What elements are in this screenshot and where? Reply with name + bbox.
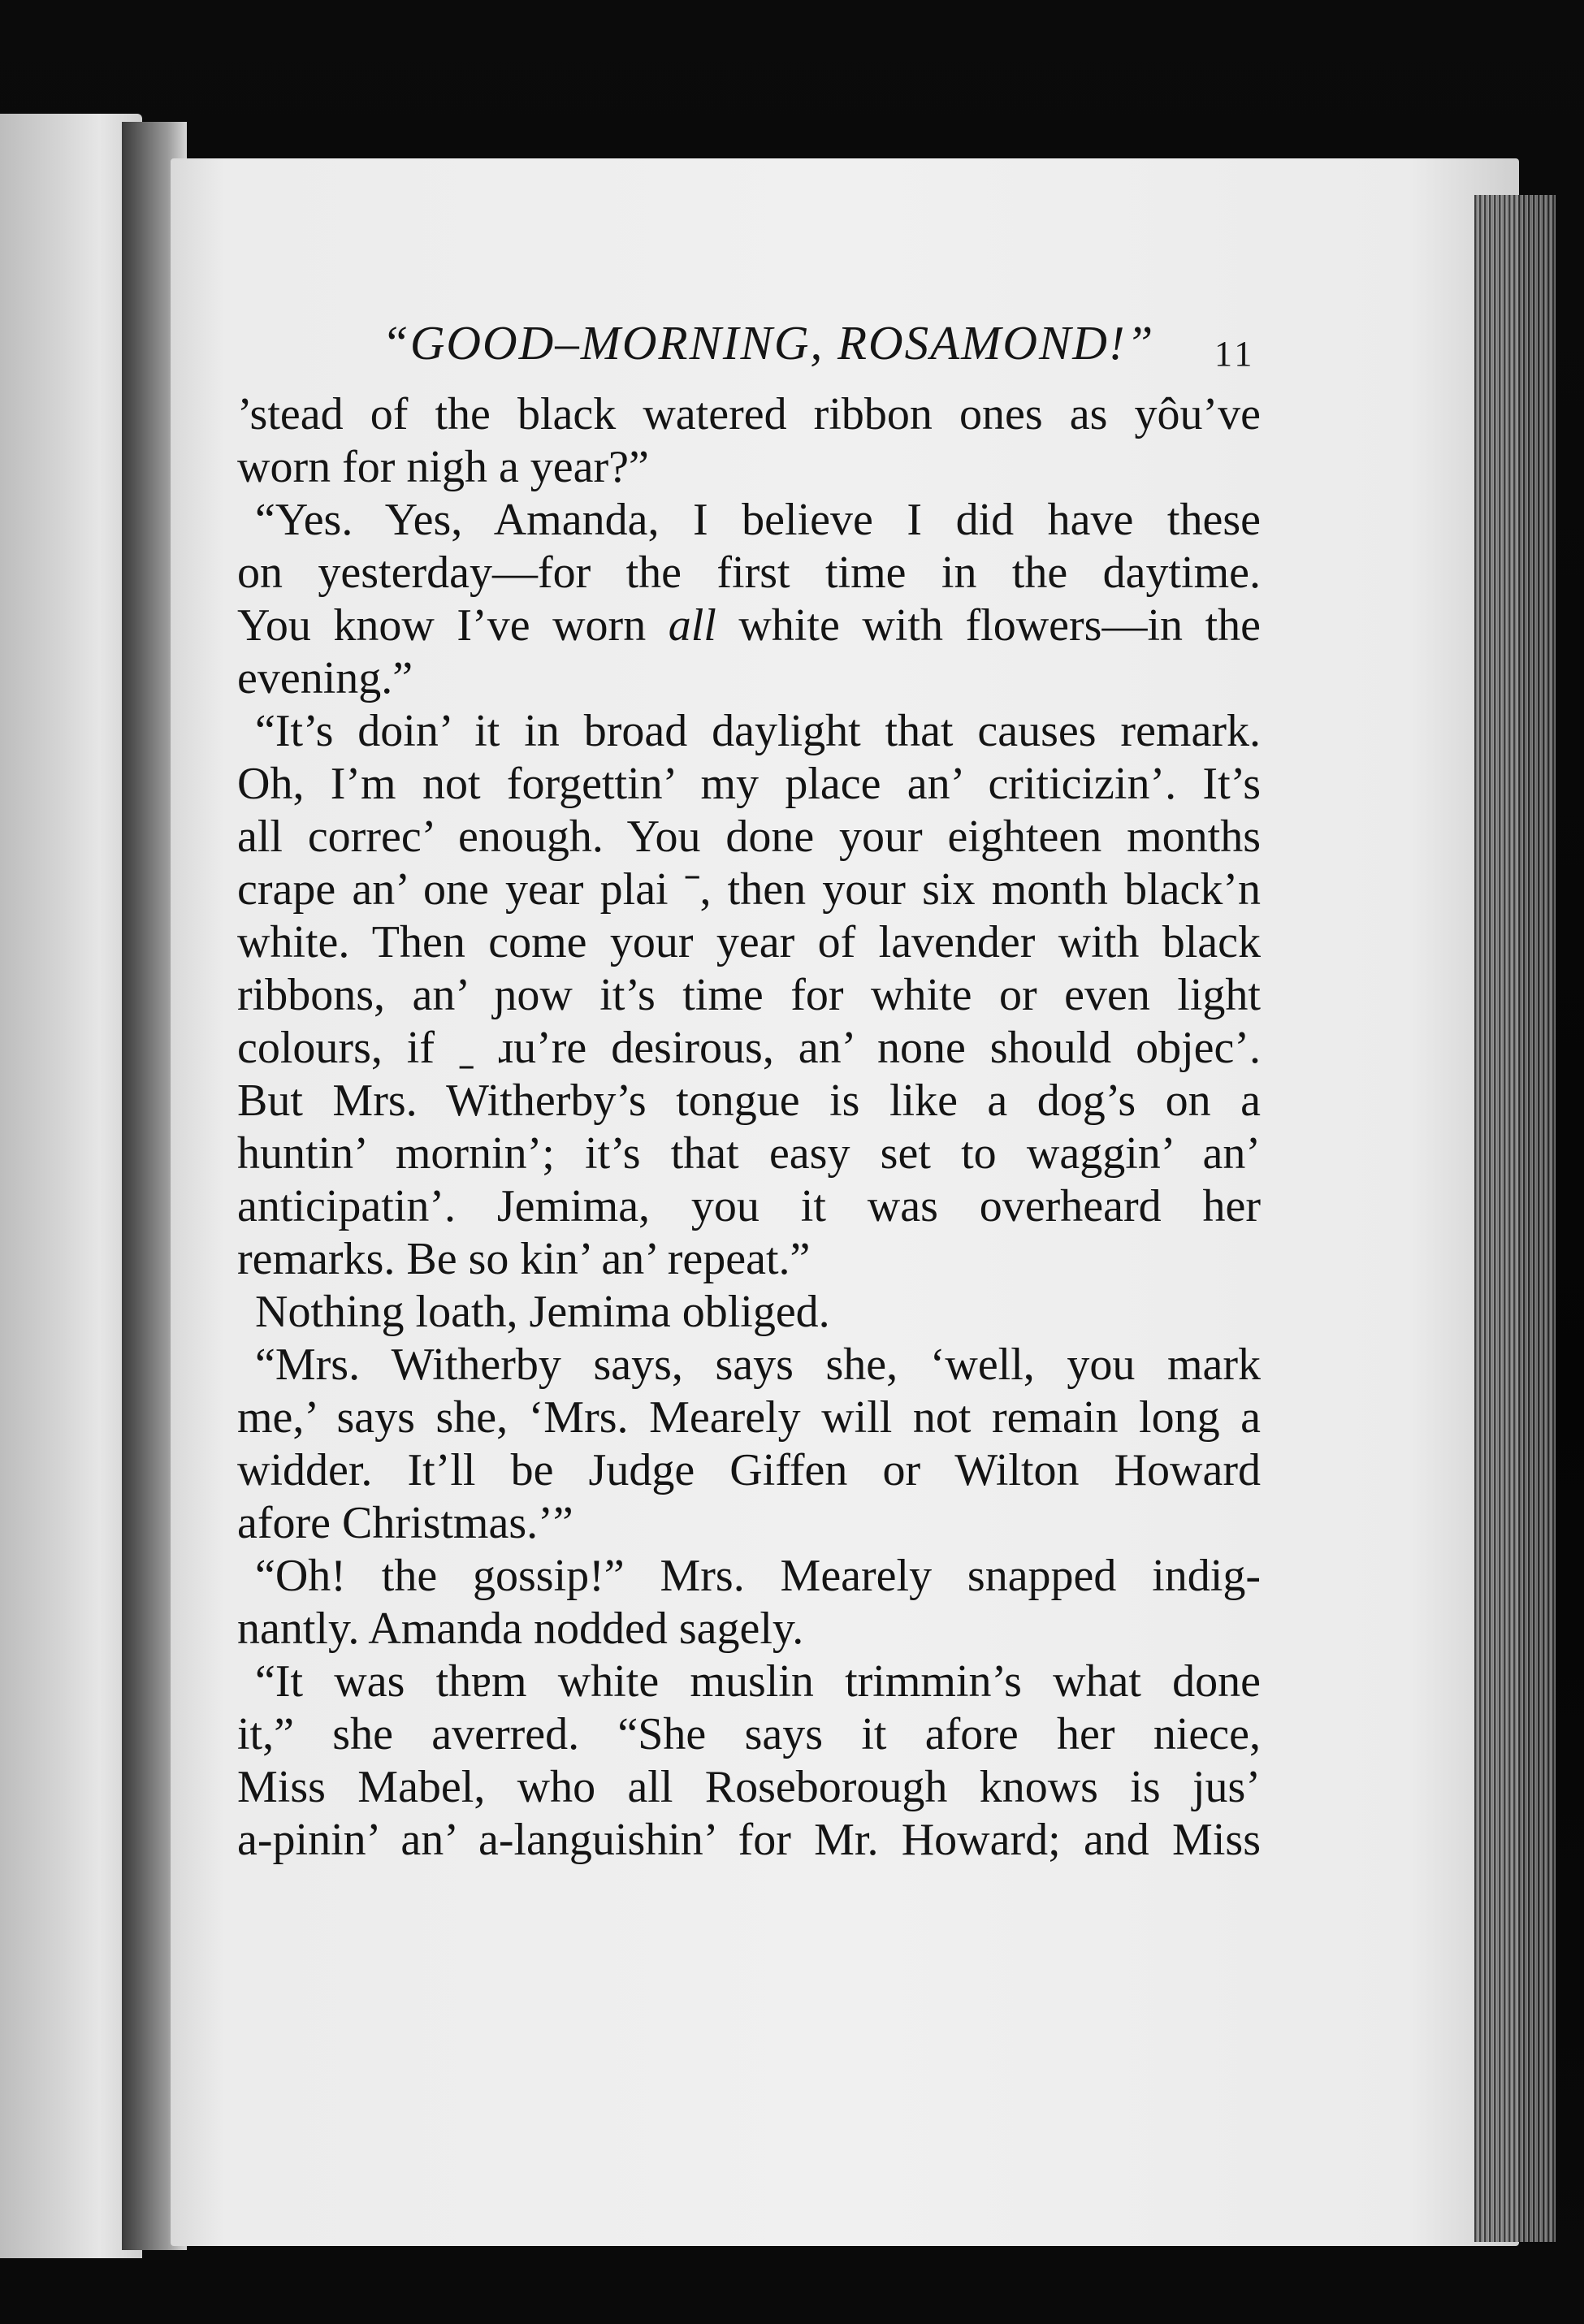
text-line: anticipatin’. Jemima, you it was overheard her bbox=[237, 1181, 1261, 1231]
text-line: Oh, I’m not forgettin’ my place an’ criticizin’. It’s bbox=[237, 759, 1261, 809]
page-number: 11 bbox=[1214, 334, 1256, 374]
text-line: “It’s doin’ it in broad daylight that causes remark. bbox=[255, 706, 1261, 756]
text-line: white. Then come your year of lavender with black bbox=[237, 917, 1261, 967]
text-line: nantly. Amanda nodded sagely. bbox=[237, 1603, 804, 1654]
text-line: crape an’ one year plai ˉ, then your six month black’n bbox=[237, 864, 1261, 915]
body-text bbox=[237, 388, 1261, 1867]
text-line: all correc’ enough. You done your eighteen months bbox=[237, 811, 1261, 862]
text-line: ribbons, an’ ɲow it’s time for white or even light bbox=[237, 970, 1261, 1020]
text-line: “Yes. Yes, Amanda, I believe I did have these bbox=[255, 495, 1261, 545]
running-head: “GOOD–MORNING, ROSAMOND!” bbox=[382, 316, 1155, 370]
text-line: Nothing loath, Jemima obliged. bbox=[255, 1287, 830, 1337]
text-line: it,” she averred. “She says it afore her niece, bbox=[237, 1709, 1261, 1759]
text-line: on yesterday—for the first time in the daytime. bbox=[237, 547, 1261, 598]
text-line: widder. It’ll be Judge Giffen or Wilton Howard bbox=[237, 1445, 1261, 1495]
text-line: Miss Mabel, who all Roseborough knows is jus’ bbox=[237, 1762, 1261, 1812]
text-line: remarks. Be so kin’ an’ repeat.” bbox=[237, 1234, 811, 1284]
page-stack-edges bbox=[1474, 195, 1556, 2242]
text-line: huntin’ mornin’; it’s that easy set to waggin’ an’ bbox=[237, 1128, 1261, 1179]
text-line: ’stead of the black watered ribbon ones as yôu’ve bbox=[237, 389, 1261, 439]
text-line: evening.” bbox=[237, 653, 413, 703]
previous-page-edge bbox=[0, 114, 142, 2258]
text-line: a-pinin’ an’ a-languishin’ for Mr. Howard; and Miss bbox=[237, 1815, 1261, 1865]
text-line: worn for nigh a year?” bbox=[237, 442, 649, 492]
text-line: But Mrs. Witherby’s tongue is like a dog’s on a bbox=[237, 1075, 1261, 1126]
text-line: You know I’ve worn all white with flowers—in the bbox=[237, 600, 1261, 651]
text-line: afore Christmas.’” bbox=[237, 1498, 573, 1548]
text-line: “It was thɐm white muslin trimmin’s what done bbox=[255, 1656, 1261, 1707]
text-line: “Mrs. Witherby says, says she, ‘well, you mark bbox=[255, 1339, 1261, 1390]
text-line: me,’ says she, ‘Mrs. Mearely will not remain long a bbox=[237, 1392, 1261, 1443]
text-line: colours, if ˍ ɹu’re desirous, an’ none should objec’. bbox=[237, 1023, 1261, 1073]
text-line: “Oh! the gossip!” Mrs. Mearely snapped indig- bbox=[255, 1551, 1261, 1601]
